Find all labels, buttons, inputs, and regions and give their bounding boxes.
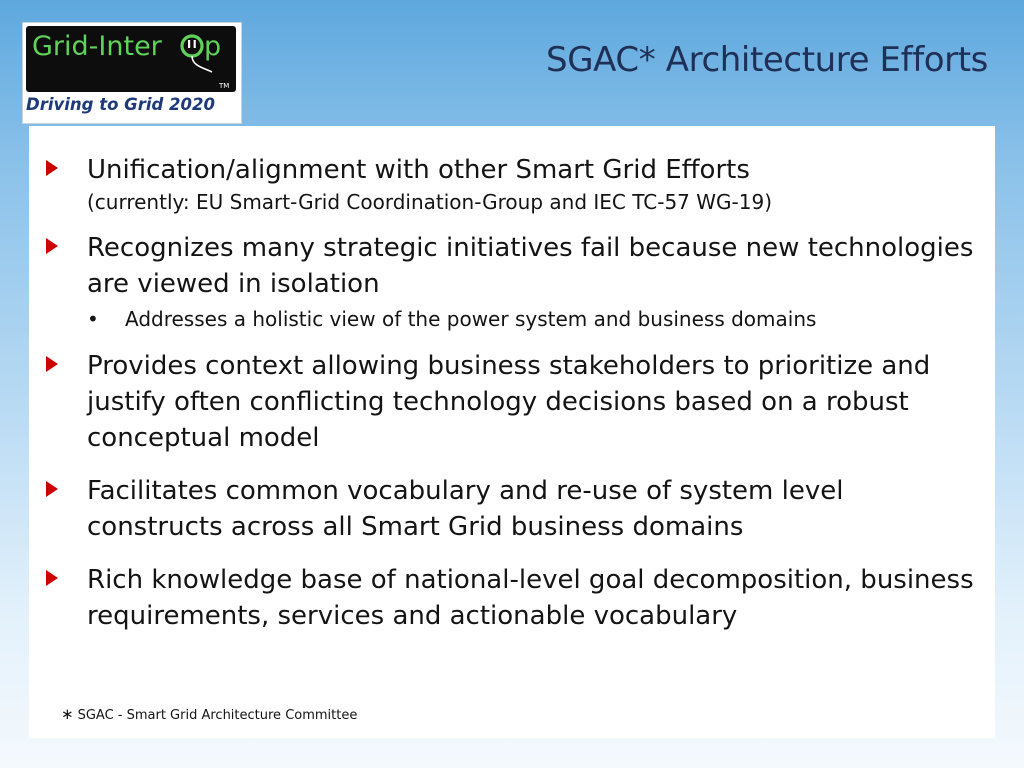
logo-wordmark — [22, 22, 242, 100]
content-panel — [29, 126, 995, 738]
bullet-arrow-icon — [46, 570, 58, 586]
logo-tagline: Driving to Grid 2020 — [26, 95, 215, 114]
bullet-arrow-icon — [46, 238, 58, 254]
trademark-mark: TM — [219, 82, 230, 90]
bullet-text: Rich knowledge base of national-level goal decomposition, business requirements, services and actionable vocabulary — [87, 565, 974, 631]
footnote — [61, 705, 357, 725]
sub-bullet-dot-icon: • — [87, 307, 99, 331]
bullet-arrow-icon — [46, 356, 58, 372]
slide-title: SGAC* Architecture Efforts — [546, 40, 988, 80]
bullet-arrow-icon — [46, 160, 58, 176]
bullet-arrow-icon — [46, 481, 58, 497]
bullet-text: Facilitates common vocabulary and re-use of system level constructs across all Smart Grid business domains — [87, 476, 844, 542]
bullet-text: Unification/alignment with other Smart Grid Efforts — [87, 155, 750, 185]
bullet-text: Recognizes many strategic initiatives fail because new technologies are viewed in isolation — [87, 233, 974, 299]
grid-interop-logo — [22, 22, 242, 124]
sub-bullet-text: Addresses a holistic view of the power system and business domains — [125, 307, 817, 331]
bullet-note: (currently: EU Smart-Grid Coordination-Group and IEC TC-57 WG-19) — [87, 190, 773, 214]
logo-wordmark-end: p — [204, 31, 222, 62]
logo-wordmark-text: Grid-Inter — [32, 31, 162, 62]
asterisk-icon: ∗ — [61, 705, 74, 723]
logo-wordmark-graphic — [22, 22, 242, 96]
bullet-text: Provides context allowing business stakeholders to prioritize and justify often conflicting technology decisions based on a robust conceptual model — [87, 351, 931, 453]
sub-bullet — [87, 306, 816, 332]
footnote-text: SGAC - Smart Grid Architecture Committee — [77, 708, 358, 723]
